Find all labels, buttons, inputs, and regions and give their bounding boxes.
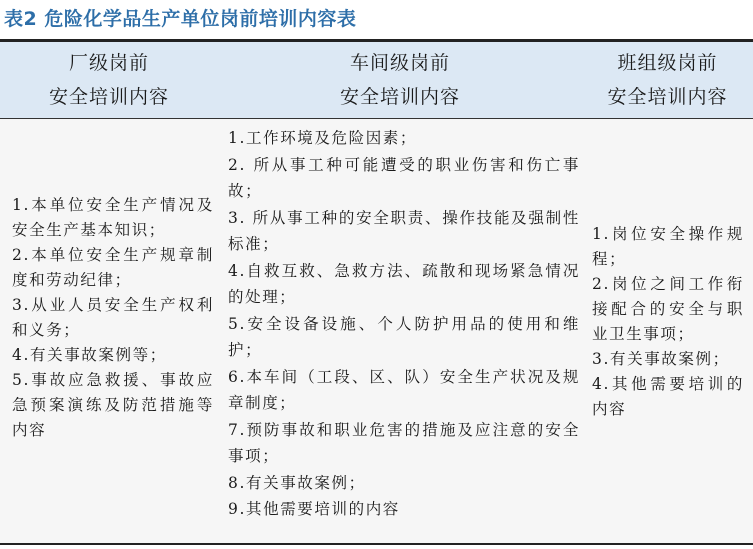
workshop-item: 1.工作环境及危险因素； <box>228 129 417 147</box>
factory-item: 2.本单位安全生产规章制度和劳动纪律； <box>12 246 214 289</box>
factory-item: 4.有关事故案例等； <box>12 346 167 364</box>
workshop-training-column <box>228 125 580 523</box>
workshop-item: 8.有关事故案例； <box>228 473 366 492</box>
header-factory-line1: 厂级岗前 <box>68 52 149 74</box>
team-item: 4.其他需要培训的内容 <box>592 375 744 418</box>
header-team-line1: 班组级岗前 <box>617 52 718 74</box>
header-team-line2: 安全培训内容 <box>607 86 728 108</box>
header-team <box>582 42 753 118</box>
header-factory-line2: 安全培训内容 <box>48 86 169 108</box>
team-item: 3.有关事故案例； <box>592 350 730 368</box>
table-header <box>0 42 753 118</box>
header-workshop-line1: 车间级岗前 <box>349 52 450 74</box>
header-workshop-line2: 安全培训内容 <box>339 86 460 108</box>
workshop-item: 4.自救互救、急救方法、疏散和现场紧急情况的处理； <box>228 261 580 306</box>
workshop-item: 7.预防事故和职业危害的措施及应注意的安全事项； <box>228 420 580 465</box>
header-workshop <box>218 42 582 118</box>
workshop-item: 5.安全设备设施、个人防护用品的使用和维护； <box>228 314 580 359</box>
factory-item: 1.本单位安全生产情况及安全生产基本知识； <box>12 196 214 239</box>
workshop-item: 9.其他需要培训的内容 <box>228 500 400 518</box>
table-title: 表2 危险化学品生产单位岗前培训内容表 <box>4 8 357 30</box>
workshop-item: 6.本车间（工段、区、队）安全生产状况及规章制度； <box>228 367 580 412</box>
factory-item: 3.从业人员安全生产权利和义务； <box>12 296 214 339</box>
factory-item: 5.事故应急救援、事故应急预案演练及防范措施等内容 <box>12 371 214 439</box>
team-training-column <box>592 222 744 422</box>
workshop-item: 2. 所从事工种可能遭受的职业伤害和伤亡事故； <box>228 155 580 200</box>
team-item: 1.岗位安全操作规程； <box>592 225 744 268</box>
bottom-rule <box>0 543 753 545</box>
header-factory <box>0 42 218 118</box>
team-item: 2.岗位之间工作衔接配合的安全与职业卫生事项； <box>592 275 744 343</box>
factory-training-column <box>12 193 214 443</box>
workshop-item: 3. 所从事工种的安全职责、操作技能及强制性标准； <box>228 208 580 253</box>
